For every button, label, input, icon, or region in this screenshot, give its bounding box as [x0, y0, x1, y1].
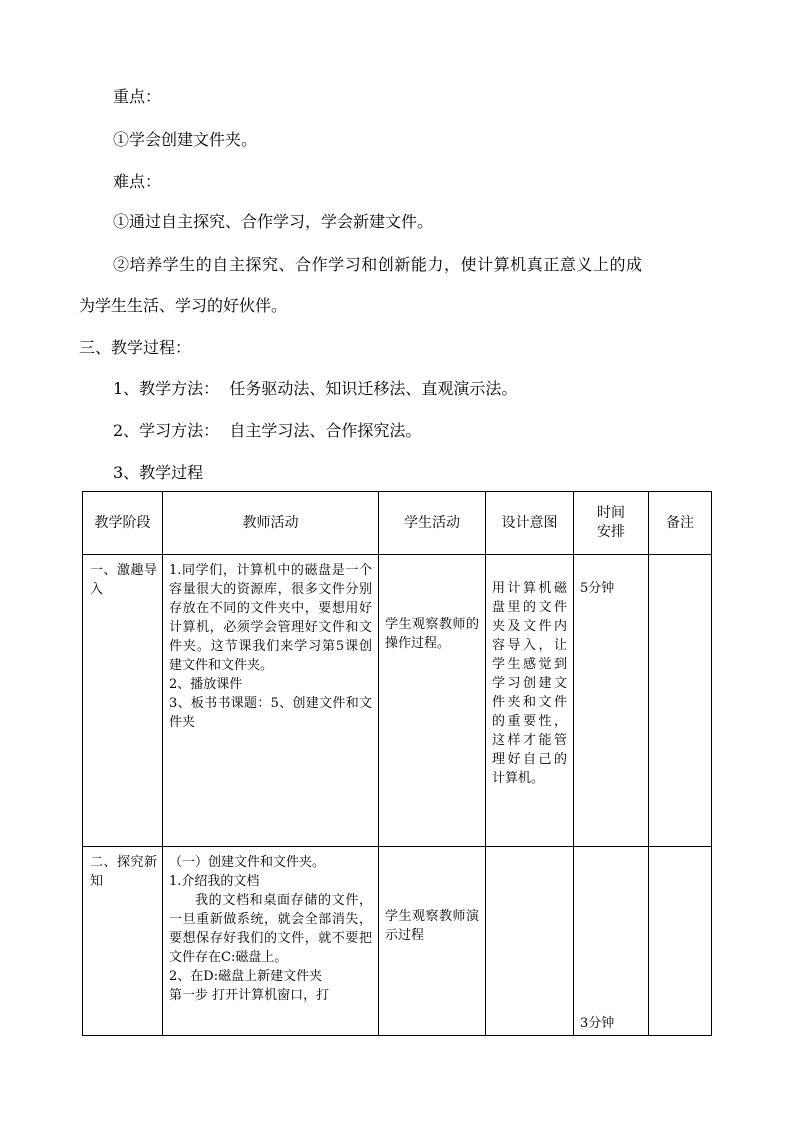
row1-teacher-line2: 2、播放课件 [169, 677, 243, 692]
difficulties-heading: 难点： [113, 172, 162, 191]
row1-student-cell [379, 555, 486, 847]
row2-teacher-line2: 1.介绍我的文档 [169, 874, 260, 889]
row2-student-cell [379, 847, 486, 1036]
header-time [574, 492, 649, 555]
row1-stage-cell [83, 555, 163, 847]
row2-design-intent [486, 847, 573, 853]
row2-stage-cell [83, 847, 163, 1036]
row2-time-cell [574, 847, 649, 1036]
row1-time: 5分钟 [580, 581, 615, 596]
row2-notes-cell [649, 847, 712, 1036]
learning-methods: 2、学习方法： 自主学习法、合作探究法。 [113, 421, 422, 440]
row1-notes-cell [649, 555, 712, 847]
row2-teacher-line3: 我的文档和桌面存储的文件，一旦重新做系统，就会全部消失，要想保存好我们的文件，就不要把文件存在C:磁盘上。 [169, 893, 372, 965]
row2-teacher-line5: 第一步 打开计算机窗口，打 [169, 988, 330, 1003]
difficulty-2-line1: ②培养学生的自主探究、合作学习和创新能力，使计算机真正意义上的成 [113, 255, 643, 274]
row2-teacher-cell [163, 847, 379, 1036]
row2-time-wrap [574, 847, 648, 1035]
row1-teacher-activity [163, 555, 378, 732]
header-time-line1: 时间 [597, 505, 625, 521]
header-stage: 教学阶段 [83, 492, 163, 555]
row1-stage: 一、激趣导入 [90, 563, 157, 597]
row2-stage: 二、探究新知 [90, 855, 157, 889]
row2-intent-cell [486, 847, 574, 1036]
header-time-line2: 安排 [597, 524, 625, 540]
key-point-1: ①学会创建文件夹。 [113, 130, 258, 149]
key-points-heading: 重点： [113, 87, 162, 106]
row2-teacher-line4: 2、在D:磁盘上新建文件夹 [169, 969, 323, 984]
row1-design-intent: 用计算机磁盘里的文件夹及文件内容导入，让学生感觉到学习创建文件夹和文件的重要性，这样才能管理好自己的计算机。 [492, 581, 567, 786]
table-row [83, 847, 712, 1036]
row1-intent-cell [486, 555, 574, 847]
lesson-plan-table [82, 491, 712, 1036]
section-three-heading: 三、教学过程： [79, 338, 192, 357]
row2-teacher-activity [163, 847, 378, 1005]
row1-teacher-line1: 1.同学们，计算机中的磁盘是一个容量很大的资源库，很多文件分别存放在不同的文件夹中，要想用好计算机，必须学会管理好文件和文件夹。这节课我们来学习第5课创建文件和文件夹。 [169, 563, 372, 673]
teaching-methods: 1、教学方法： 任务驱动法、知识迁移法、直观演示法。 [113, 379, 518, 398]
difficulty-1: ①通过自主探究、合作学习，学会新建文件。 [113, 212, 434, 231]
teaching-process-heading: 3、教学过程 [113, 463, 204, 482]
row1-time-cell [574, 555, 649, 847]
difficulty-2-line2: 为学生生活、学习的好伙伴。 [79, 296, 288, 315]
row1-notes [649, 555, 711, 561]
row2-student-activity: 学生观察教师演示过程 [385, 909, 479, 943]
row1-teacher-cell [163, 555, 379, 847]
table-row [83, 555, 712, 847]
header-student-activity: 学生活动 [379, 492, 486, 555]
header-design-intent: 设计意图 [486, 492, 574, 555]
table-header-row [83, 492, 712, 555]
header-notes: 备注 [649, 492, 712, 555]
row2-time: 3分钟 [580, 1016, 615, 1031]
row2-teacher-line1: （一）创建文件和文件夹。 [169, 855, 326, 870]
row2-notes [649, 847, 711, 853]
row1-student-activity: 学生观察教师的操作过程。 [385, 617, 479, 651]
row1-teacher-line3: 3、板书书课题：5、创建文件和文件夹 [169, 696, 372, 730]
header-teacher-activity: 教师活动 [163, 492, 379, 555]
